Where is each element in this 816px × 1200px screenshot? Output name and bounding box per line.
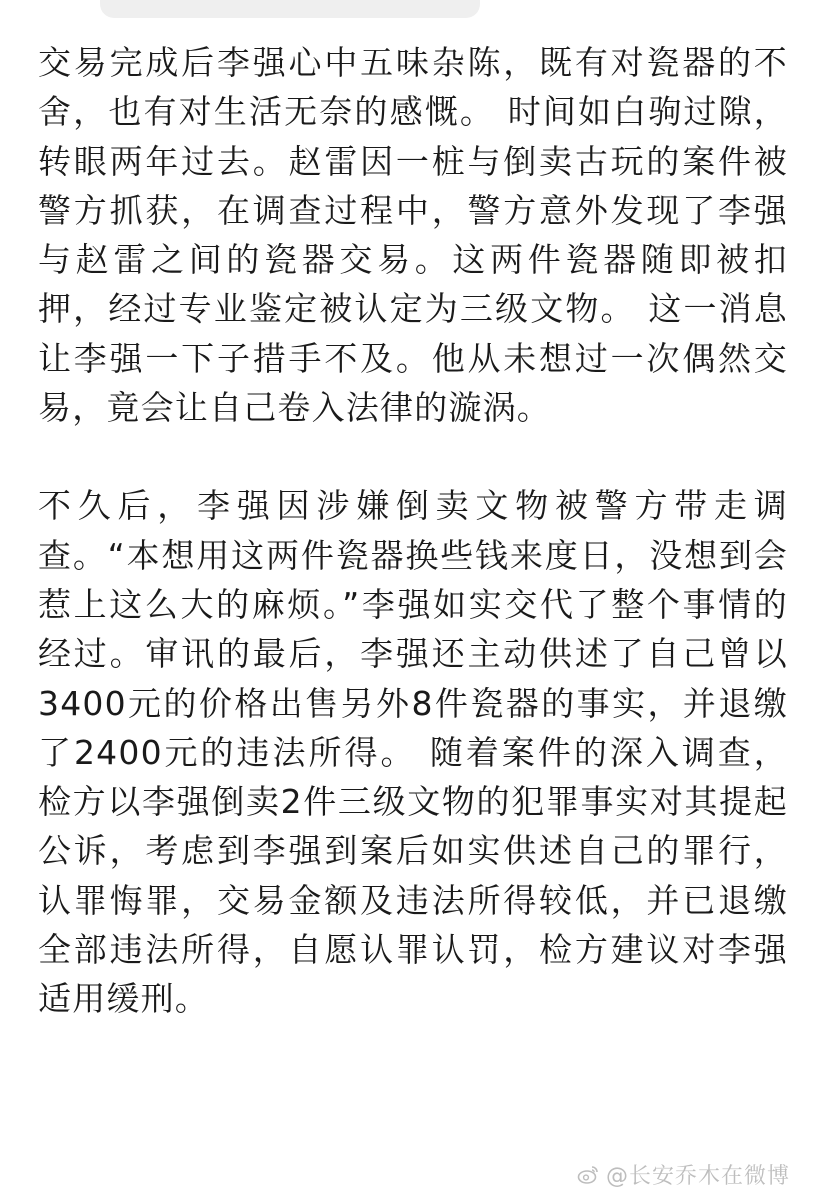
paragraph-1: 交易完成后李强心中五味杂陈，既有对瓷器的不舍，也有对生活无奈的感慨。 时间如白驹过隙，转眼两年过去。赵雷因一桩与倒卖古玩的案件被警方抓获，在调查过程中，警方意外发现了李强与赵雷之间的瓷器交易。这两件瓷器随即被扣押，经过专业鉴定被认定为三级文物。 这一消息让李强一下子措手不及。他从未想过一次偶然交易，竟会让自己卷入法律的漩涡。: [38, 43, 788, 428]
weibo-icon: [576, 1163, 600, 1187]
paragraph-2: 不久后，李强因涉嫌倒卖文物被警方带走调查。“本想用这两件瓷器换些钱来度日，没想到会惹上这么大的麻烦。”李强如实交代了整个事情的经过。审讯的最后，李强还主动供述了自己曾以3400元的价格出售另外8件瓷器的事实，并退缴了2400元的违法所得。 随着案件的深入调查，检方以李强倒卖2件三级文物的犯罪事实对其提起公诉，考虑到李强到案后如实供述自己的罪行，认罪悔罪，交易金额及违法所得较低，并已退缴全部违法所得，自愿认罪认罚，检方建议对李强适用缓刑。: [38, 486, 788, 1019]
watermark-text: @长安乔木在微博: [605, 1164, 790, 1189]
article-body: [38, 38, 788, 1024]
weibo-watermark: [576, 1159, 790, 1190]
top-search-bar-edge: [100, 0, 480, 18]
